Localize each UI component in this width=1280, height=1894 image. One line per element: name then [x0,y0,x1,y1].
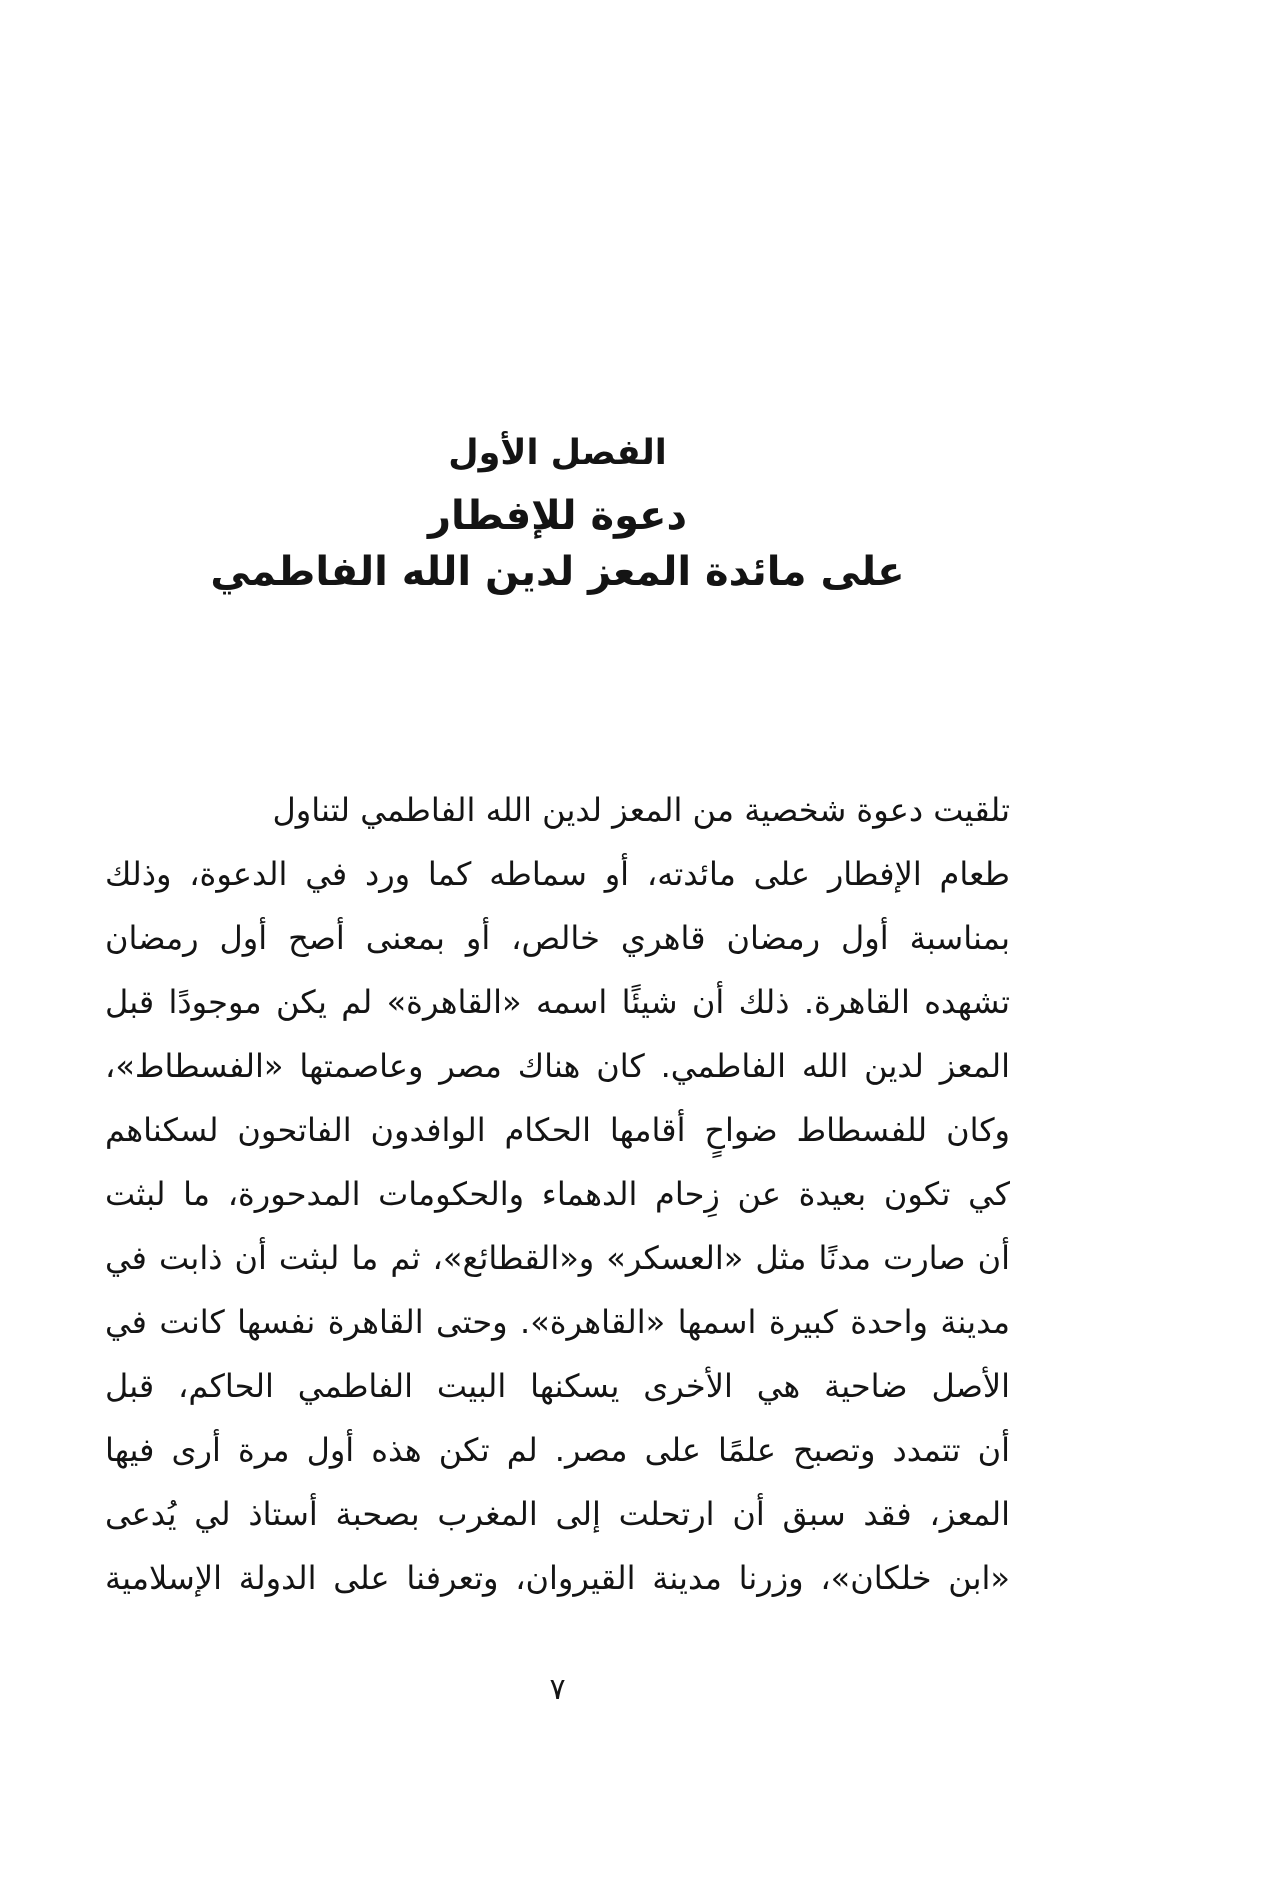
chapter-title-line-2: على مائدة المعز لدين الله الفاطمي [210,549,905,595]
paragraph-line: الأصل ضاحية هي الأخرى يسكنها البيت الفاطمي الحاكم، قبل [105,1367,1010,1405]
paragraph-line: المعز، فقد سبق أن ارتحلت إلى المغرب بصحبة أستاذ لي يُدعى [105,1495,1010,1533]
paragraph-line: طعام الإفطار على مائدته، أو سماطه كما ورد في الدعوة، وذلك [105,855,1010,893]
paragraph-line: بمناسبة أول رمضان قاهري خالص، أو بمعنى أصح أول رمضان [105,919,1010,957]
paragraph-line: تلقيت دعوة شخصية من المعز لدين الله الفاطمي لتناول [272,791,1010,829]
paragraph-line: المعز لدين الله الفاطمي. كان هناك مصر وعاصمتها «الفسطاط»، [105,1047,1010,1085]
paragraph-line: «ابن خلكان»، وزرنا مدينة القيروان، وتعرفنا على الدولة الإسلامية [105,1559,1010,1597]
paragraph-line: تشهده القاهرة. ذلك أن شيئًا اسمه «القاهرة» لم يكن موجودًا قبل [105,983,1010,1021]
paragraph-line: كي تكون بعيدة عن زِحام الدهماء والحكومات المدحورة، ما لبثت [105,1175,1010,1213]
paragraph-line: وكان للفسطاط ضواحٍ أقامها الحكام الوافدون الفاتحون لسكناهم [105,1111,1010,1149]
page-number: ٧ [549,1672,566,1707]
paragraph-line: أن صارت مدنًا مثل «العسكر» و«القطائع»، ثم ما لبثت أن ذابت في [105,1239,1010,1277]
chapter-heading [105,428,1010,600]
paragraph-line: مدينة واحدة كبيرة اسمها «القاهرة». وحتى القاهرة نفسها كانت في [105,1303,1010,1341]
body-paragraph [105,778,1010,1610]
chapter-title-line-1: دعوة للإفطار [427,493,688,539]
paragraph-line: أن تتمدد وتصبح علمًا على مصر. لم تكن هذه أول مرة أرى فيها [105,1431,1010,1469]
chapter-number: الفصل الأول [448,433,667,473]
